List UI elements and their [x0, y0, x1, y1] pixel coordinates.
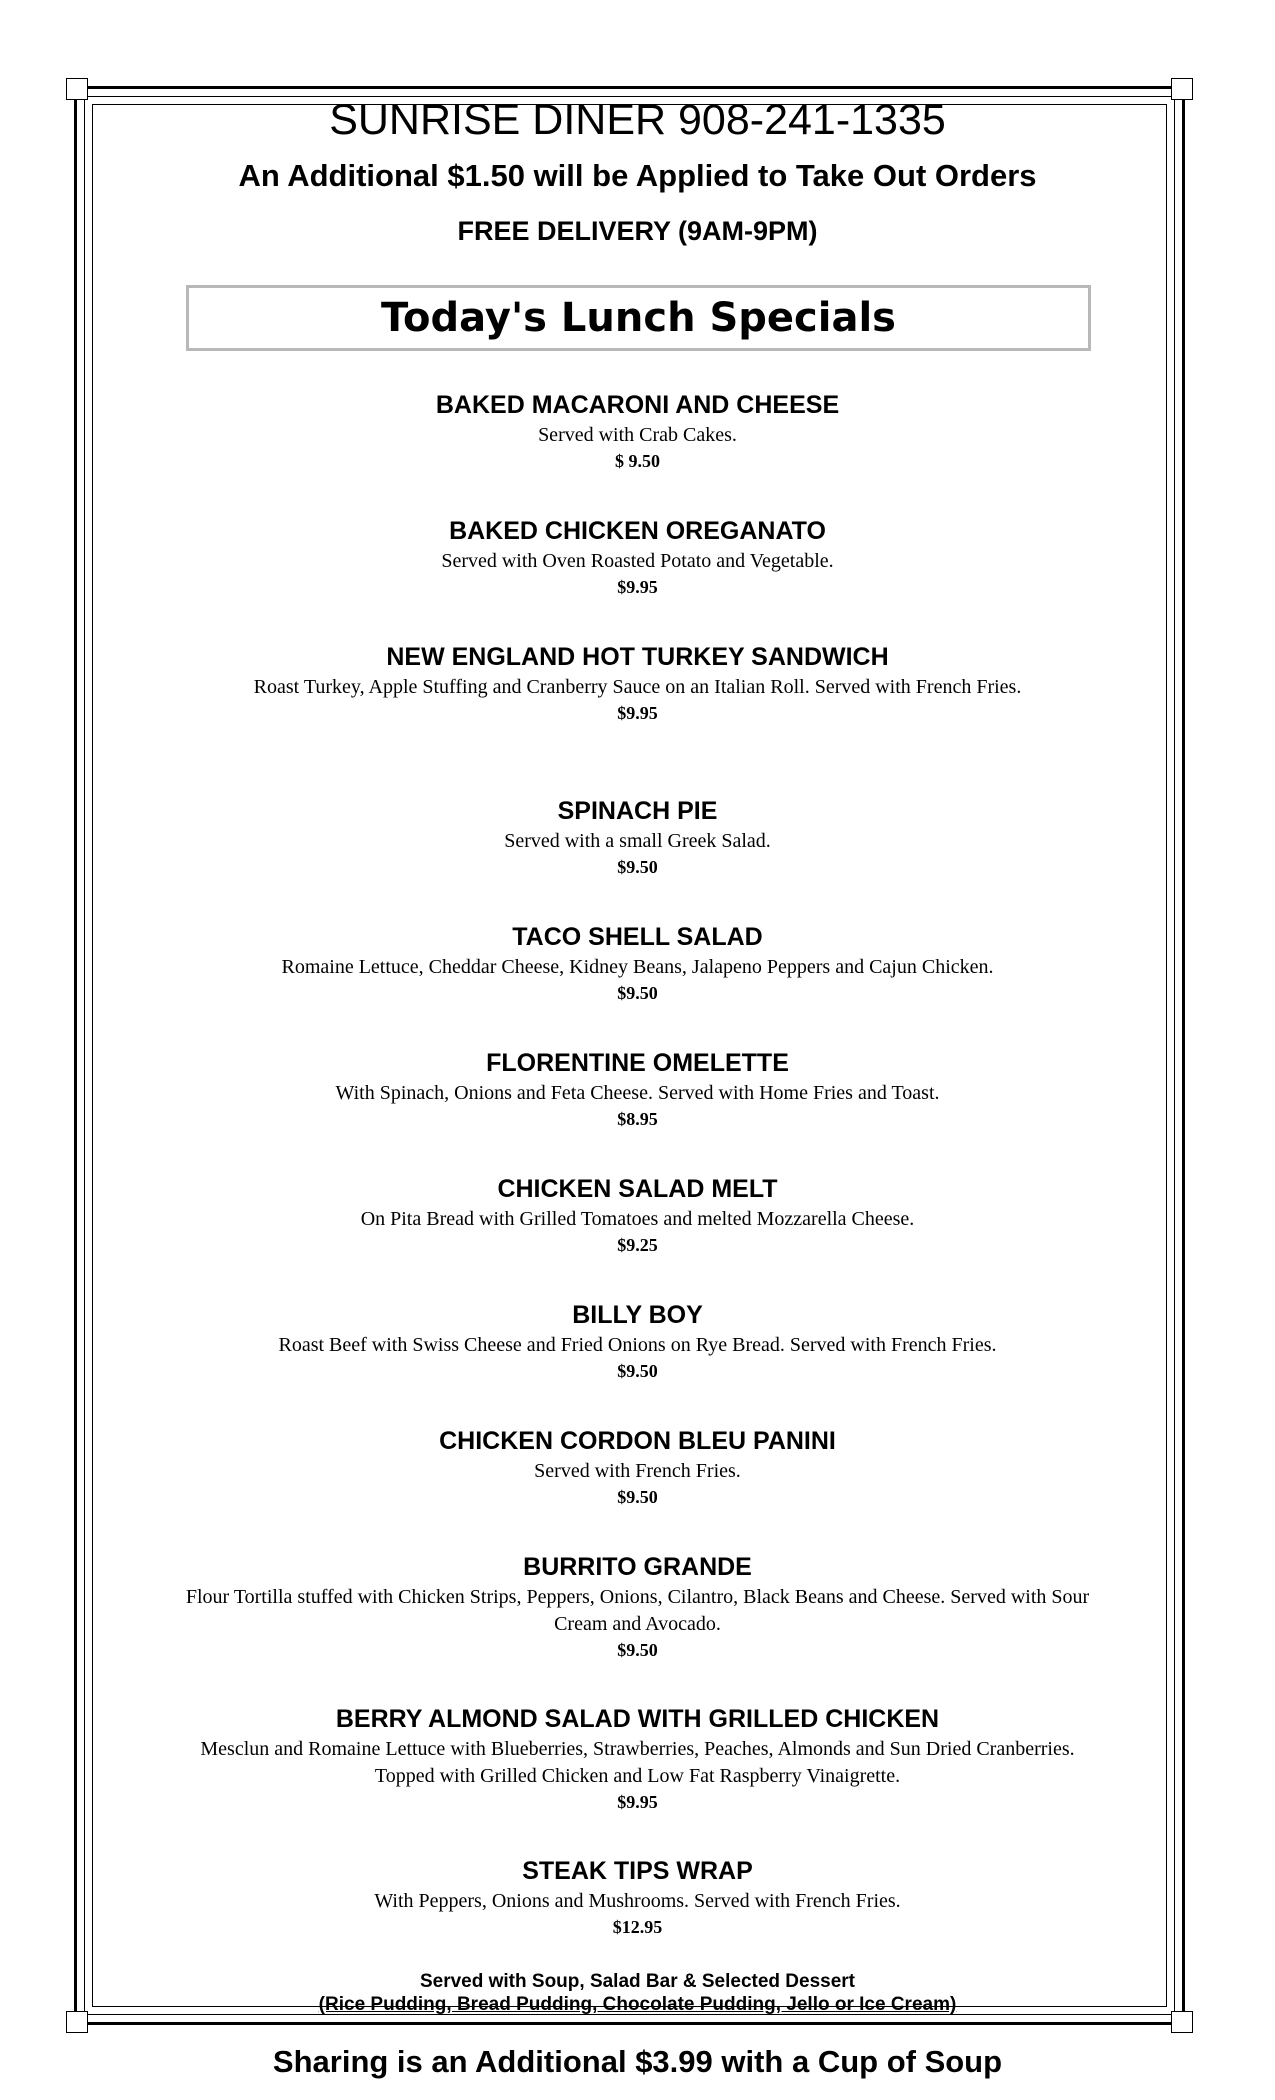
dessert-options-note: (Rice Pudding, Bread Pudding, Chocolate Pudding, Jello or Ice Cream) — [318, 1994, 957, 2015]
menu-item-description: On Pita Bread with Grilled Tomatoes and melted Mozzarella Cheese. — [360, 1208, 915, 1230]
menu-item — [180, 796, 1095, 879]
menu-item-name: NEW ENGLAND HOT TURKEY SANDWICH — [386, 643, 889, 671]
menu-item-price: $ 9.50 — [615, 451, 660, 471]
menu-item-name: STEAK TIPS WRAP — [522, 1857, 753, 1885]
menu-item-description: Served with a small Greek Salad. — [504, 830, 771, 852]
menu-item-name: BAKED MACARONI AND CHEESE — [435, 391, 840, 419]
specials-heading-box — [186, 285, 1091, 351]
menu-item-description: With Spinach, Onions and Feta Cheese. Served with Home Fries and Toast. — [335, 1082, 940, 1104]
menu-item — [180, 1856, 1095, 1939]
menu-item-name: BERRY ALMOND SALAD WITH GRILLED CHICKEN — [335, 1705, 940, 1733]
menu-item-description: Flour Tortilla stuffed with Chicken Strips, Peppers, Onions, Cilantro, Black Beans and Cheese. Served with Sour Cream and Avocado. — [185, 1586, 1090, 1635]
menu-item — [180, 642, 1095, 725]
menu-item-price: $9.95 — [617, 577, 658, 597]
menu-item — [180, 1048, 1095, 1131]
menu-item — [180, 1174, 1095, 1257]
sharing-note: Sharing is an Additional $3.99 with a Cup of Soup — [272, 2044, 1003, 2079]
menu-item-price: $9.95 — [617, 1792, 658, 1812]
menu-item-name: BILLY BOY — [572, 1301, 703, 1329]
menu-item — [180, 1552, 1095, 1662]
menu-item-description: Served with Oven Roasted Potato and Vegetable. — [441, 550, 834, 572]
menu-item-description: Served with Crab Cakes. — [538, 424, 737, 446]
menu-item — [180, 1300, 1095, 1383]
menu-item-description: Romaine Lettuce, Cheddar Cheese, Kidney Beans, Jalapeno Peppers and Cajun Chicken. — [281, 956, 994, 978]
menu-item-description: Served with French Fries. — [534, 1460, 741, 1482]
menu-item-price: $9.50 — [617, 1361, 658, 1381]
menu-item — [180, 390, 1095, 473]
menu-item-name: CHICKEN SALAD MELT — [497, 1175, 778, 1203]
menu-item-price: $8.95 — [617, 1109, 658, 1129]
served-with-note: Served with Soup, Salad Bar & Selected Dessert — [419, 1971, 856, 1992]
menu-item-price: $12.95 — [612, 1917, 663, 1937]
menu-item-name: TACO SHELL SALAD — [512, 923, 763, 951]
menu-item-description: Roast Turkey, Apple Stuffing and Cranberry Sauce on an Italian Roll. Served with French Fries. — [253, 676, 1022, 698]
takeout-note: An Additional $1.50 will be Applied to Take Out Orders — [238, 158, 1037, 193]
menu-item — [180, 922, 1095, 1005]
menu-item-name: SPINACH PIE — [557, 797, 718, 825]
menu-item — [180, 1426, 1095, 1509]
menu-item-price: $9.50 — [617, 857, 658, 877]
menu-item-name: CHICKEN CORDON BLEU PANINI — [439, 1427, 836, 1455]
specials-heading: Today's Lunch Specials — [381, 295, 896, 341]
menu-item-description: With Peppers, Onions and Mushrooms. Served with French Fries. — [374, 1890, 901, 1912]
menu-item-price: $9.50 — [617, 1640, 658, 1660]
menu-item-price: $9.25 — [617, 1235, 658, 1255]
delivery-note: FREE DELIVERY (9AM-9PM) — [457, 216, 818, 246]
diner-title: SUNRISE DINER 908-241-1335 — [329, 96, 946, 144]
menu-item-name: FLORENTINE OMELETTE — [486, 1049, 789, 1077]
menu-item-description: Mesclun and Romaine Lettuce with Blueberries, Strawberries, Peaches, Almonds and Sun Dried Cranberries. Topped with Grilled Chicken and Low Fat Raspberry Vinaigrette. — [200, 1738, 1075, 1787]
menu-item-price: $9.50 — [617, 1487, 658, 1507]
menu-item-description: Roast Beef with Swiss Cheese and Fried Onions on Rye Bread. Served with French Fries. — [278, 1334, 997, 1356]
menu-item-price: $9.95 — [617, 703, 658, 723]
menu-item — [180, 1704, 1095, 1814]
menu-item-name: BAKED CHICKEN OREGANATO — [449, 517, 826, 545]
menu-item — [180, 516, 1095, 599]
menu-item-price: $9.50 — [617, 983, 658, 1003]
menu-item-name: BURRITO GRANDE — [523, 1553, 752, 1581]
